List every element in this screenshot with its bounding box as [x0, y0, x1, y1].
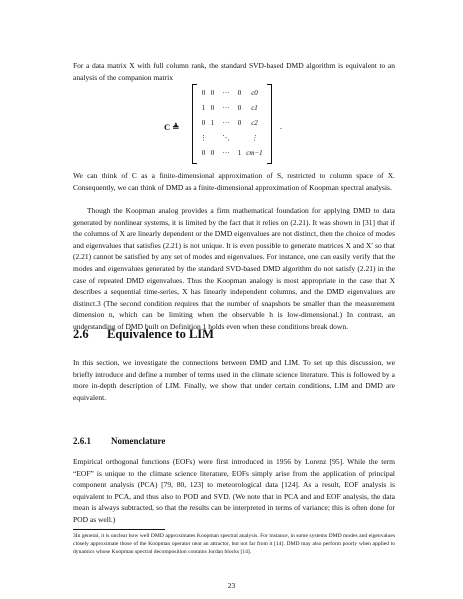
matrix-grid — [199, 86, 265, 161]
left-bracket — [192, 84, 197, 164]
subsection-heading — [73, 436, 165, 446]
matrix-row: ⋮ ⋱ ⋮ — [200, 134, 258, 142]
right-bracket — [267, 84, 272, 164]
section-title: Equivalence to LIM — [107, 327, 214, 341]
page-number: 23 — [227, 581, 236, 590]
section-number: 2.6 — [73, 327, 89, 341]
nomenclature-paragraph: Empirical orthogonal functions (EOFs) were first introduced in 1956 by Lorenz [95]. While the term “EOF” is unique to the climate science literature, EOFs simply arise from the application of principal component analysis (PCA) [79, 80, 123] to meteorological data [124]. As a result, EOF analysis is equivalent to PCA, and thus also to POD and SVD. (We note that in PCA and and EOF analysis, the data mean is always subtracted, so that the results can be interpreted in terms of variance; this is often done for POD as well.) — [73, 457, 395, 524]
matrix-label: C ≜ — [164, 122, 180, 132]
companion-matrix — [192, 84, 272, 162]
matrix-row: 0 0 ··· 1 cm−1 — [201, 149, 263, 157]
footnote-rule — [73, 529, 165, 530]
footnote: 3In general, it is unclear how well DMD approximates Koopman spectral analysis. For instance, in some systems DMD modes and eigenvalues closely approximate those of the Koopman operator near an attractor, but not far from it [14]. DMD may also perform poorly when applied to dynamics whose Koopman spectral decomposition contains Jordan blocks [14]. — [73, 533, 395, 555]
matrix-row: 0 0 ··· 0 c0 — [201, 89, 258, 97]
section-heading — [73, 327, 214, 342]
intro-paragraph: For a data matrix X with full column rank, the standard SVD-based DMD algorithm is equivalent to an analysis of the companion matrix — [73, 61, 395, 82]
section-paragraph: In this section, we investigate the connections between DMD and LIM. To set up this discussion, we briefly introduce and define a number of terms used in the climate science literature. This is followed by a more in-depth description of LIM. Finally, we show that under certain conditions, LIM and DMD are equivalent. — [73, 358, 395, 402]
subsection-title: Nomenclature — [111, 436, 166, 446]
subsection-number: 2.6.1 — [73, 436, 91, 446]
paragraph-koopman: Though the Koopman analog provides a firm mathematical foundation for applying DMD to data generated by nonlinear systems, it is limited by the fact that it relies on (2.21). It was shown in [31] that if the columns of X are linearly dependent or the DMD eigenvalues are not distinct, then the choice of modes and eigenvalues that satisfies (2.21) is not unique. It is even possible to generate matrices X and X′ so that (2.21) cannot be satisfied by any set of modes and eigenvalues. For instance, one can easily verify that the modes and eigenvalues generated by the standard SVD-based DMD algorithm do not satisfy (2.21) in the case of repeated DMD eigenvalues. Thus the Koopman analogy is most appropriate in the case that X describes a sequential time-series, X has linearly independent columns, and the DMD eigenvalues are distinct.3 (The second condition requires that the number of snapshots be smaller than the measurement dimension n, which can be limiting when the observable h is low-dimensional.) In contrast, an understanding of DMD built on Definition 1 holds even when these conditions break down. — [73, 206, 395, 331]
paragraph-after-matrix: We can think of C as a finite-dimensional approximation of S, restricted to column space of X. Consequently, we can think of DMD as a finite-dimensional approximation of Koopman spectral analysis. — [73, 171, 395, 192]
matrix-row: 1 0 ··· 0 c1 — [201, 104, 258, 112]
equation-period: . — [280, 122, 282, 131]
matrix-row: 0 1 ··· 0 c2 — [201, 119, 258, 127]
